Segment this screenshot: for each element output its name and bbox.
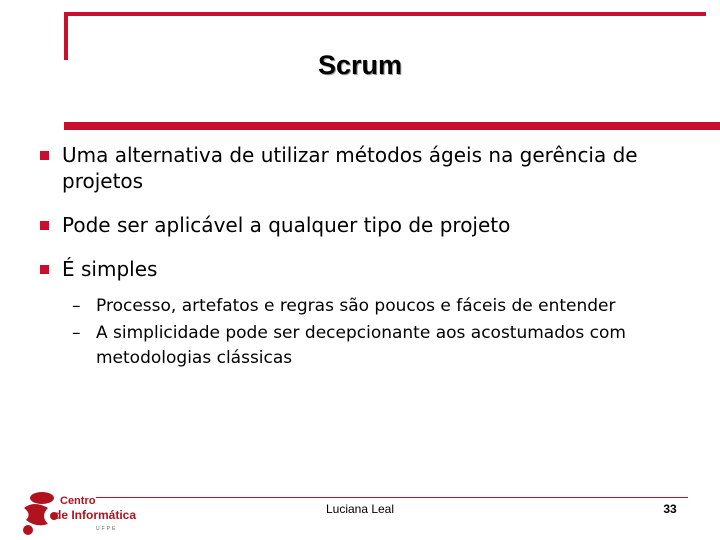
bullet-item (40, 256, 700, 282)
dash-bullet-icon: – (72, 323, 81, 343)
sub-bullet-item (72, 321, 700, 371)
bullet-text: É simples (62, 257, 158, 281)
sub-bullet-item (72, 294, 700, 319)
footer-author: Luciana Leal (325, 502, 395, 516)
footer-rule (96, 497, 688, 498)
logo-text-centro: Centro (60, 495, 96, 507)
logo-text-ufpe: UFPE (96, 526, 118, 532)
centro-de-informatica-logo (18, 486, 142, 536)
dash-bullet-icon: – (72, 296, 81, 316)
bullet-text: Uma alternativa de utilizar métodos ágeis na gerência de projetos (62, 143, 638, 193)
slide-frame-top-line (64, 12, 706, 16)
bullet-text: Pode ser aplicável a qualquer tipo de projeto (62, 213, 511, 237)
bullet-list (40, 142, 700, 373)
slide-title: Scrum (317, 50, 403, 80)
title-underline-rule (64, 122, 720, 130)
sub-bullet-list (72, 294, 700, 371)
logo-figure-icon (23, 492, 58, 535)
bullet-item (40, 142, 700, 194)
page-number: 33 (663, 502, 677, 516)
square-bullet-icon (40, 151, 49, 160)
sub-bullet-text: Processo, artefatos e regras são poucos e fáceis de entender (96, 296, 616, 316)
sub-bullet-text: A simplicidade pode ser decepcionante aos acostumados com metodologias clássicas (96, 323, 626, 368)
square-bullet-icon (40, 221, 49, 230)
square-bullet-icon (40, 265, 49, 274)
bullet-item (40, 212, 700, 238)
logo-text-informatica: de Informática (54, 508, 137, 522)
